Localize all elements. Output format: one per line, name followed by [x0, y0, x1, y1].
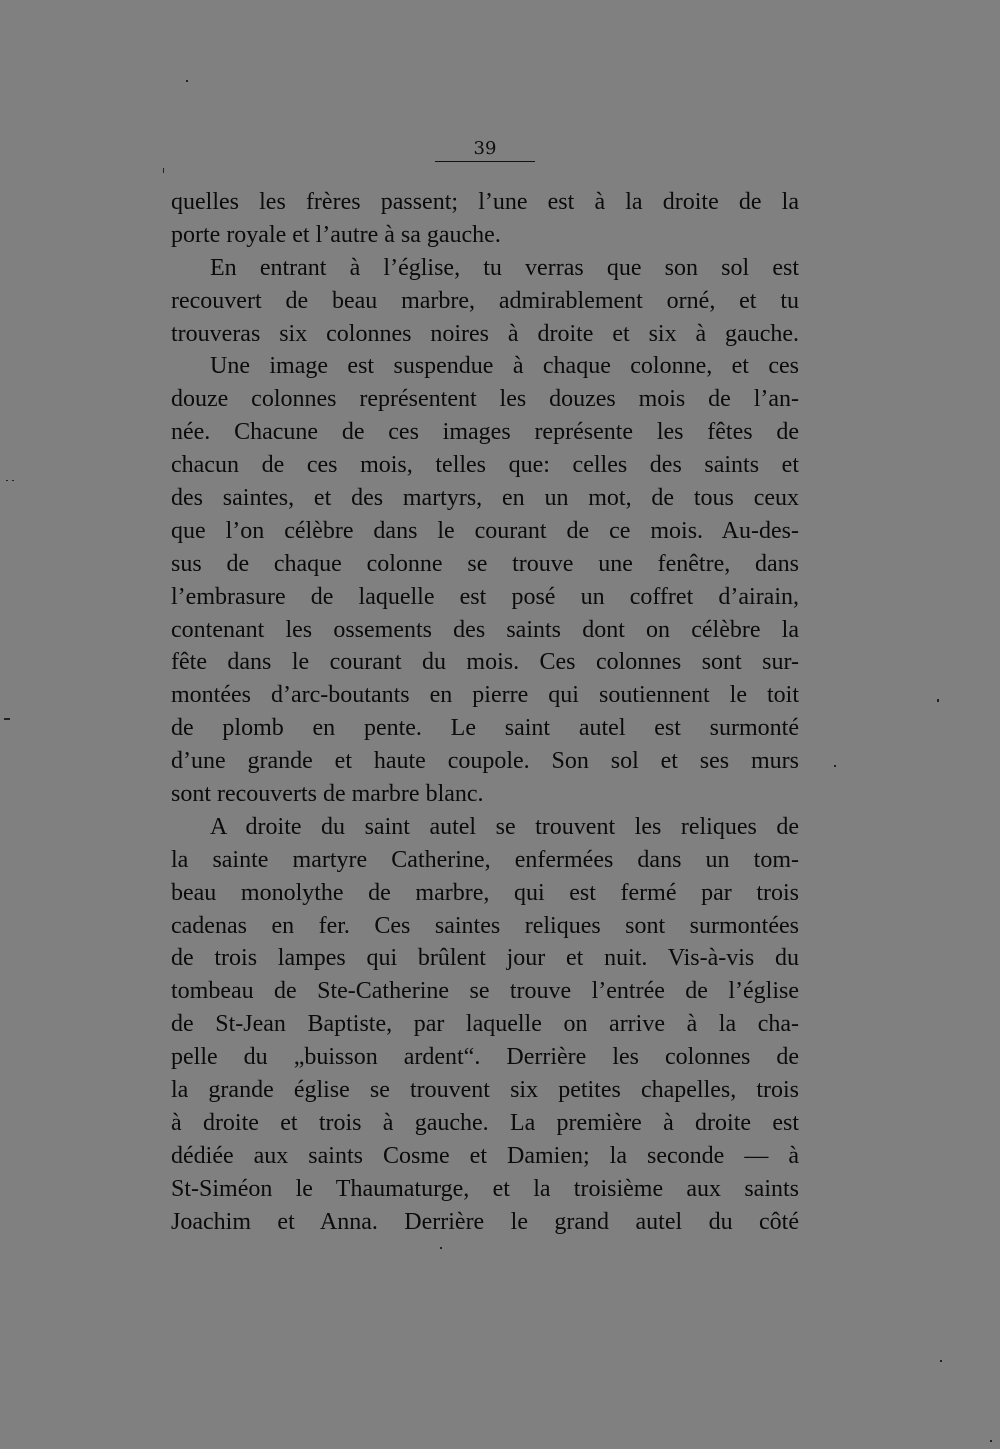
scan-speck [12, 480, 14, 481]
scan-speck [6, 480, 8, 481]
scan-speck [186, 80, 188, 82]
scan-speck [940, 1360, 942, 1362]
text-line: fête dans le courant du mois. Ces colonnes sont sur- [171, 649, 799, 676]
scan-speck [937, 699, 939, 702]
text-line: à droite et trois à gauche. La première à droite est [171, 1109, 799, 1136]
text-line: sont recouverts de marbre blanc. [171, 781, 484, 808]
text-line: de St-Jean Baptiste, par laquelle on arrive à la cha- [171, 1011, 799, 1038]
text-line: sus de chaque colonne se trouve une fenêtre, dans [171, 550, 799, 577]
body-text [171, 186, 799, 1239]
text-line: A droite du saint autel se trouvent les reliques de [210, 813, 799, 840]
page-number: 39 [473, 138, 497, 159]
scan-speck [440, 1247, 442, 1249]
text-line: Une image est suspendue à chaque colonne, et ces [210, 353, 799, 380]
text-line: née. Chacune de ces images représente les fêtes de [171, 419, 799, 446]
text-line: montées d’arc-boutants en pierre qui soutiennent le toit [171, 682, 799, 709]
text-line: tombeau de Ste-Catherine se trouve l’entrée de l’église [171, 978, 799, 1005]
text-line: St-Siméon le Thaumaturge, et la troisième aux saints [171, 1175, 799, 1202]
text-line: l’embrasure de laquelle est posé un coffret d’airain, [171, 583, 799, 610]
scan-speck [4, 718, 10, 720]
scan-speck [990, 1440, 992, 1442]
text-line: de trois lampes qui brûlent jour et nuit. Vis-à-vis du [171, 945, 799, 972]
text-line: Joachim et Anna. Derrière le grand autel du côté [171, 1208, 799, 1235]
scan-speck [163, 168, 164, 173]
text-line: des saintes, et des martyrs, en un mot, de tous ceux [171, 485, 799, 512]
header-rule [435, 161, 535, 162]
text-line: que l’on célèbre dans le courant de ce mois. Au-des- [171, 517, 799, 544]
text-line: pelle du „buisson ardent“. Derrière les colonnes de [171, 1044, 799, 1071]
text-line: douze colonnes représentent les douzes mois de l’an- [171, 386, 799, 413]
text-line: recouvert de beau marbre, admirablement orné, et tu [171, 287, 799, 314]
text-line: chacun de ces mois, telles que: celles des saints et [171, 452, 799, 479]
text-line: de plomb en pente. Le saint autel est surmonté [171, 715, 799, 742]
text-line: En entrant à l’église, tu verras que son sol est [210, 254, 799, 281]
text-line: quelles les frères passent; l’une est à la droite de la [171, 189, 799, 215]
text-line: contenant les ossements des saints dont on célèbre la [171, 616, 799, 643]
text-line: beau monolythe de marbre, qui est fermé par trois [171, 879, 799, 906]
text-line: cadenas en fer. Ces saintes reliques sont surmontées [171, 912, 799, 939]
text-line: d’une grande et haute coupole. Son sol et ses murs [171, 748, 799, 775]
text-line: dédiée aux saints Cosme et Damien; la seconde — à [171, 1142, 799, 1169]
text-line: la grande église se trouvent six petites chapelles, trois [171, 1077, 799, 1104]
text-line: la sainte martyre Catherine, enfermées dans un tom- [171, 846, 799, 873]
text-line: trouveras six colonnes noires à droite et six à gauche. [171, 320, 799, 347]
scan-speck [834, 765, 836, 767]
text-line: porte royale et l’autre à sa gauche. [171, 221, 501, 248]
